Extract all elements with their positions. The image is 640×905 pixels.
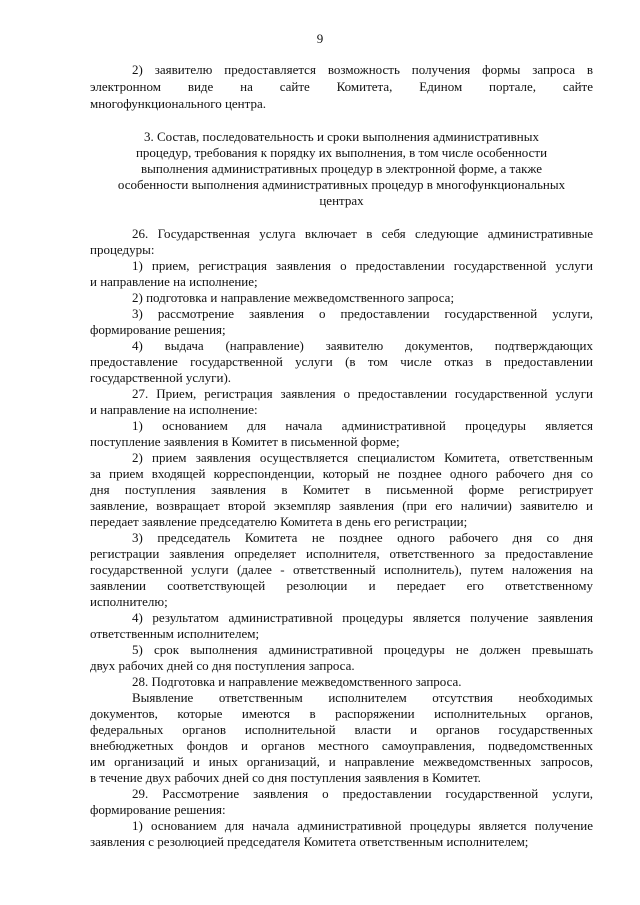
text-line: 4) результатом административной процедуры является получение заявления — [132, 610, 593, 625]
text-line: передает заявление председателю Комитета в день его регистрации; — [90, 514, 468, 529]
text-line: 1) основанием для начала административной процедуры является получение — [132, 818, 593, 833]
text-line: 2) прием заявления осуществляется специалистом Комитета, ответственным — [132, 450, 593, 465]
text-line: 3) рассмотрение заявления о предоставлении государственной услуги, — [132, 306, 593, 321]
text-line: 2) заявителю предоставляется возможность получения формы запроса в — [132, 62, 593, 77]
text-line: ответственным исполнителем; — [90, 626, 260, 641]
text-line: государственной услуги (далее - ответственный исполнитель), путем наложения на — [90, 562, 593, 577]
text-line: двух рабочих дней со дня поступления запроса. — [90, 658, 355, 673]
text-line: 28. Подготовка и направление межведомственного запроса. — [132, 674, 462, 689]
text-line: федеральных органов исполнительной власти и органов государственных — [90, 722, 593, 737]
text-line: 5) срок выполнения административной процедуры не должен превышать — [132, 642, 593, 657]
text-line: Выявление ответственным исполнителем отсутствия необходимых — [132, 690, 593, 705]
text-line: особенности выполнения административных процедур в многофункциональных — [117, 177, 566, 192]
text-line: и направление на исполнение: — [90, 402, 258, 417]
page-number: 9 — [316, 31, 324, 46]
text-line: документов, которые имеются в распоряжении исполнительных органов, — [90, 706, 593, 721]
text-line: выполнения административных процедур в электронной форме, а также — [141, 161, 542, 176]
text-line: 1) основанием для начала административной процедуры является — [132, 418, 593, 433]
text-line: формирование решения: — [90, 802, 226, 817]
text-line: 29. Рассмотрение заявления о предоставлении государственной услуги, — [132, 786, 593, 801]
text-line: формирование решения; — [90, 322, 226, 337]
text-line: 27. Прием, регистрация заявления о предоставлении государственной услуги — [132, 386, 593, 401]
text-line: заявления с резолюцией председателя Комитета ответственным исполнителем; — [90, 834, 529, 849]
text-line: и направление на исполнение; — [90, 274, 258, 289]
text-line: в течение двух рабочих дней со дня поступления заявления в Комитет. — [90, 770, 481, 785]
text-line: 3) председатель Комитета не позднее одного рабочего дня со дня — [132, 530, 593, 545]
text-line: многофункционального центра. — [90, 96, 266, 111]
text-line: 26. Государственная услуга включает в себя следующие административные — [132, 226, 593, 241]
text-line: процедур, требования к порядку их выполнения, в том числе особенности — [135, 145, 548, 160]
text-line: поступление заявления в Комитет в письменной форме; — [90, 434, 400, 449]
text-line: заявлении соответствующей резолюции и передает его ответственному — [90, 578, 593, 593]
text-line: 3. Состав, последовательность и сроки выполнения административных — [144, 129, 539, 144]
text-line: им организаций и иных организаций, и направление межведомственных запросов, — [90, 754, 593, 769]
text-line: заявление, возвращает второй экземпляр заявления (при его наличии) заявителю и — [90, 498, 593, 513]
text-line: процедуры: — [90, 242, 155, 257]
text-line: государственной услуги). — [90, 370, 232, 385]
text-line: электронном виде на сайте Комитета, Едином портале, сайте — [90, 79, 593, 94]
text-line: внебюджетных фондов и органов местного самоуправления, подведомственных — [90, 738, 593, 753]
text-line: центрах — [319, 193, 364, 208]
text-line: исполнителю; — [90, 594, 168, 609]
text-line: предоставление государственной услуги (в том числе отказ в предоставлении — [90, 354, 593, 369]
text-line: 2) подготовка и направление межведомственного запроса; — [132, 290, 455, 305]
text-line: дня поступления заявления в Комитет в письменной форме регистрирует — [90, 482, 593, 497]
text-line: 4) выдача (направление) заявителю документов, подтверждающих — [132, 338, 593, 353]
text-line: 1) прием, регистрация заявления о предоставлении государственной услуги — [132, 258, 593, 273]
text-line: регистрации заявления определяет исполнителя, ответственного за предоставление — [90, 546, 593, 561]
text-line: за прием входящей корреспонденции, который не позднее одного рабочего дня со — [90, 466, 593, 481]
